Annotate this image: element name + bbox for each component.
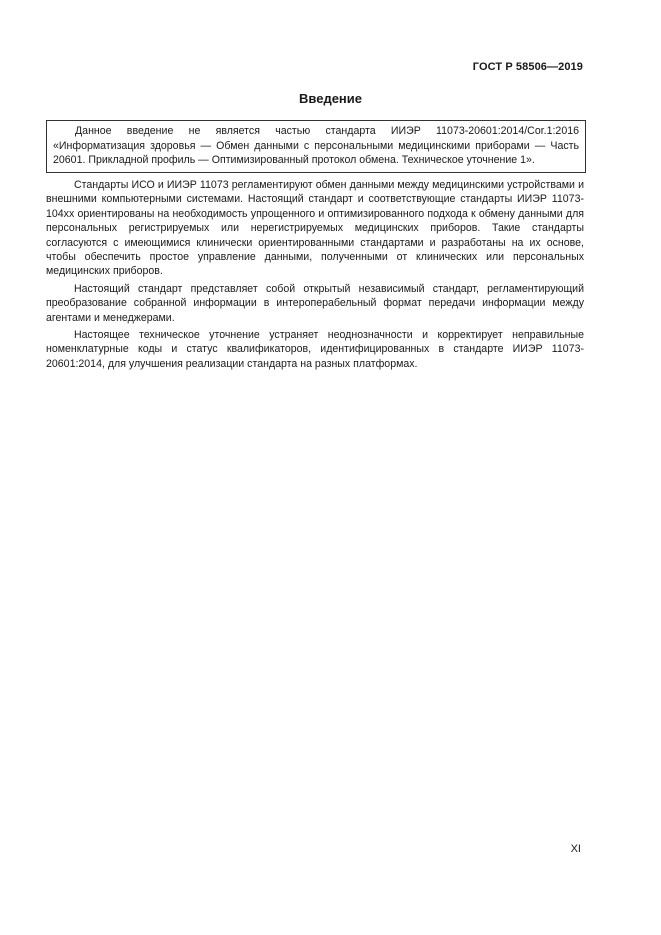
section-title: Введение [299,91,362,106]
paragraph-2: Настоящий стандарт представляет собой открытый независимый стандарт, регламентирующий преобразование собранной информации в интероперабельный формат передачи информации между агентами и менеджерами. [46,282,584,324]
paragraph-3: Настоящее техническое уточнение устраняет неоднозначности и корректирует неправильные номенклатурные коды и статус квалификаторов, идентифицированных в стандарте ИИЭР 11073-20601:2014, для улучшения реализации стандарта на разных платформах. [46,329,584,370]
paragraph-1: Стандарты ИСО и ИИЭР 11073 регламентируют обмен данными между медицинскими устройствами и внешними компьютерными системами. Настоящий стандарт и соответствующие стандарты ИИЭР 11073-104хх ориентированы на необходимость упрощенного и оптимизированного подхода к обмену данными для персональных регистрируемых или нерегистрируемых медицинских приборов. Такие стандарты согласуются с имеющимися клинически ориентированными стандартами и разработаны на их основе, чтобы обеспечить простое управление данными, полученными от клинических или персональных медицинских приборов. [46,179,584,278]
notice-text: Данное введение не является частью стандарта ИИЭР 11073-20601:2014/Cor.1:2016 «Информатизация здоровья — Обмен данными с персональными медицинскими приборами — Часть 20601. Прикладной профиль — Оптимизированный протокол обмена. Техническое уточнение 1». [53,125,579,167]
body-text [46,178,584,374]
document-id-header: ГОСТ Р 58506—2019 [472,61,583,73]
page-number: XI [570,843,581,855]
notice-box [46,120,586,173]
